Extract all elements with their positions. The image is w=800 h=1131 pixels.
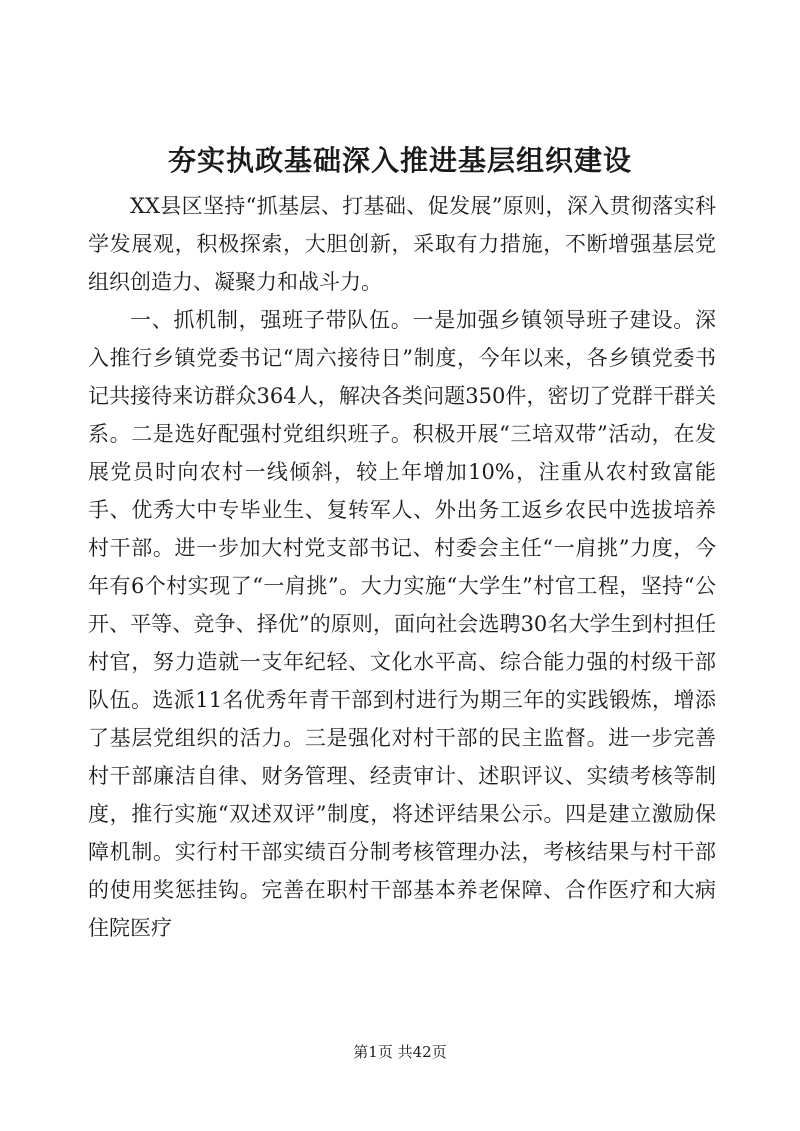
document-title: 夯实执政基础深入推进基层组织建设	[167, 144, 632, 177]
page-footer: 第1页 共42页	[353, 1043, 447, 1061]
document-body	[88, 187, 716, 947]
paragraph-section-1: 一、抓机制，强班子带队伍。一是加强乡镇领导班子建设。深入推行乡镇党委书记“周六接待日”制度，今年以来，各乡镇党委书记共接待来访群众364人，解决各类问题350件，密切了党群干群关系。二是选好配强村党组织班子。积极开展“三培双带”活动，在发展党员时向农村一线倾斜，较上年增加10%，注重从农村致富能手、优秀大中专毕业生、复转军人、外出务工返乡农民中选拔培养村干部。进一步加大村党支部书记、村委会主任“一肩挑”力度，今年有6个村实现了“一肩挑”。大力实施“大学生”村官工程，坚持“公开、平等、竞争、择优”的原则，面向社会选聘30名大学生到村担任村官，努力造就一支年纪轻、文化水平高、综合能力强的村级干部队伍。选派11名优秀年青干部到村进行为期三年的实践锻炼，增添了基层党组织的活力。三是强化对村干部的民主监督。进一步完善村干部廉洁自律、财务管理、经责审计、述职评议、实绩考核等制度，推行实施“双述双评”制度，将述评结果公示。四是建立激励保障机制。实行村干部实绩百分制考核管理办法，考核结果与村干部的使用奖惩挂钩。完善在职村干部基本养老保障、合作医疗和大病住院医疗	[88, 308, 716, 940]
paragraph-intro: XX县区坚持“抓基层、打基础、促发展”原则，深入贯彻落实科学发展观，积极探索，大胆创新，采取有力措施，不断增强基层党组织创造力、凝聚力和战斗力。	[88, 194, 716, 294]
